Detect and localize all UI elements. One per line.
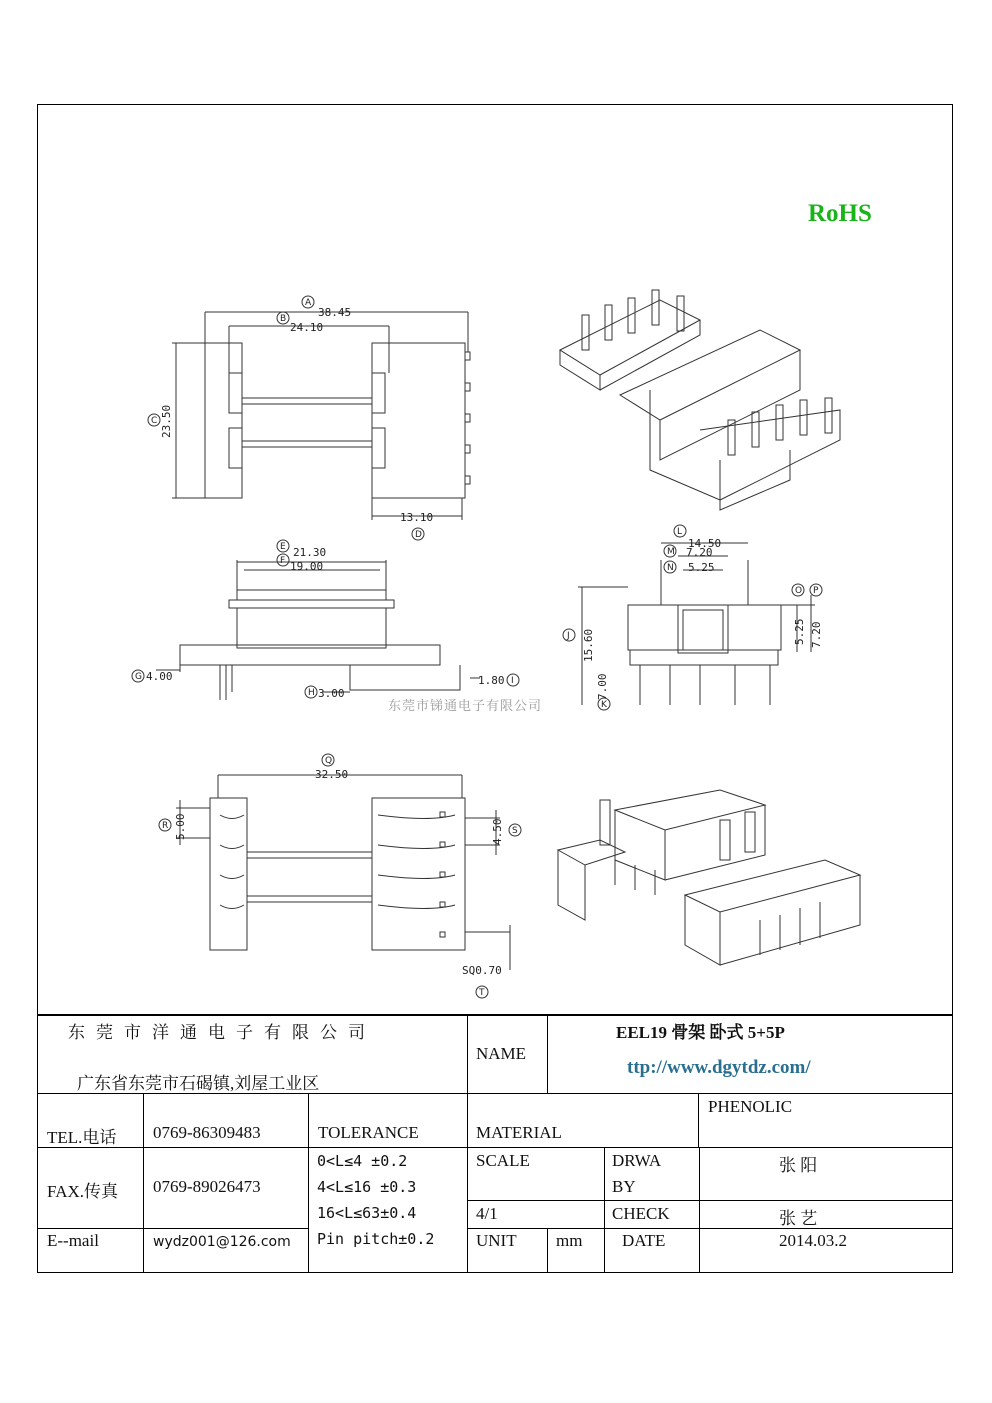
company-address: 广东省东莞市石碣镇,刘屋工业区 — [77, 1074, 320, 1093]
dim-m-letter: M — [667, 547, 675, 557]
tolerance-4: Pin pitch±0.2 — [317, 1230, 435, 1248]
dim-d-letter: D — [415, 530, 422, 540]
check-by: 张 艺 — [779, 1209, 818, 1228]
tb-v-698a — [698, 1093, 699, 1147]
dim-e-letter: E — [280, 542, 286, 552]
email-value: wydz001@126.com — [153, 1234, 291, 1250]
dim-r-letter: R — [162, 821, 169, 831]
isometric-view-bottom — [558, 790, 860, 965]
dim-g-value: 4.00 — [146, 670, 173, 683]
tb-v-308 — [308, 1093, 309, 1272]
tb-line-top — [37, 1014, 953, 1016]
scale-value: 4/1 — [476, 1204, 498, 1223]
dim-n-value: 5.25 — [688, 561, 715, 574]
material-value: PHENOLIC — [708, 1097, 793, 1116]
unit-value: mm — [556, 1231, 583, 1250]
dim-g-letter: G — [135, 672, 142, 682]
tel-value: 0769-86309483 — [153, 1123, 261, 1142]
dim-t-value: SQ0.70 — [462, 964, 502, 977]
side-view-middle — [132, 540, 519, 700]
check-label: CHECK — [612, 1204, 670, 1223]
rohs-mark: RoHS — [808, 200, 872, 227]
tb-v-143 — [143, 1093, 144, 1272]
dim-n-letter: N — [667, 563, 674, 573]
tolerance-3: 16<L≤63±0.4 — [317, 1204, 417, 1222]
material-label: MATERIAL — [476, 1123, 562, 1142]
dim-j-value: 15.60 — [582, 628, 595, 662]
dim-e-value: 21.30 — [293, 546, 327, 559]
watermark: 东莞市锑通电子有限公司 — [388, 699, 543, 714]
dim-o-value: 5.25 — [793, 618, 806, 645]
dim-q-letter: Q — [325, 756, 333, 766]
dim-j-letter: J — [567, 631, 570, 641]
tb-line-5b — [467, 1228, 953, 1229]
dim-k-value: 7.00 — [596, 673, 609, 700]
date-value: 2014.03.2 — [779, 1231, 847, 1250]
unit-label: UNIT — [476, 1231, 517, 1250]
dim-h-value: 3.00 — [318, 687, 345, 700]
dim-t-letter: T — [479, 988, 485, 998]
dim-p-letter: P — [813, 586, 819, 596]
dim-p-value: 7.20 — [810, 621, 823, 648]
dim-f-value: 19.00 — [290, 560, 324, 573]
dim-a-value: 38.45 — [318, 306, 352, 319]
tb-line-3 — [37, 1147, 953, 1148]
dim-r-value: 5.00 — [174, 813, 187, 840]
tb-v-547b — [547, 1228, 548, 1272]
fax-value: 0769-89026473 — [153, 1177, 261, 1196]
dim-d-value: 13.10 — [400, 511, 434, 524]
dim-f-letter: F — [280, 556, 286, 566]
dim-i-letter: I — [511, 676, 514, 686]
dim-i-value: 1.80 — [478, 674, 505, 687]
tb-v-699 — [699, 1147, 700, 1272]
dim-s-value: 4.50 — [491, 818, 504, 845]
tb-line-5a — [37, 1228, 308, 1229]
product-name: EEL19 骨架 卧式 5+5P — [616, 1023, 785, 1042]
dim-o-letter: O — [795, 586, 803, 596]
isometric-view-top — [560, 290, 840, 510]
tb-line-4 — [467, 1200, 953, 1201]
date-label: DATE — [622, 1231, 666, 1250]
dim-q-value: 32.50 — [315, 768, 349, 781]
dim-b-letter: B — [280, 314, 287, 324]
drawn-by: 张 阳 — [779, 1156, 818, 1175]
dim-c-value: 23.50 — [160, 404, 173, 438]
tolerance-2: 4<L≤16 ±0.3 — [317, 1178, 417, 1196]
dim-a-letter: A — [305, 298, 312, 308]
tb-v-547a — [547, 1014, 548, 1093]
tel-label: TEL.电话 — [47, 1128, 117, 1147]
drawn-label-2: BY — [612, 1177, 636, 1196]
dim-k-letter: K — [601, 700, 607, 710]
company-name: 东莞市洋通电子有限公司 — [68, 1023, 376, 1042]
bottom-view — [159, 754, 521, 998]
name-label: NAME — [476, 1044, 527, 1063]
tolerance-1: 0<L≤4 ±0.2 — [317, 1152, 408, 1170]
dim-s-letter: S — [512, 826, 518, 836]
scale-label: SCALE — [476, 1151, 530, 1170]
email-label: E--mail — [47, 1231, 99, 1250]
tb-v-604 — [604, 1147, 605, 1272]
dim-h-letter: H — [308, 688, 315, 698]
dim-l-value: 14.50 — [688, 537, 722, 550]
tb-v-467 — [467, 1014, 468, 1272]
dim-c-letter: C — [151, 416, 158, 426]
drawn-label-1: DRWA — [612, 1151, 662, 1170]
website-link[interactable]: ttp://www.dgytdz.com/ — [627, 1057, 811, 1078]
tolerance-label: TOLERANCE — [318, 1123, 419, 1142]
dim-m-value: 7.20 — [686, 546, 713, 559]
dim-l-letter: L — [677, 527, 683, 537]
fax-label: FAX.传真 — [47, 1182, 118, 1201]
dim-b-value: 24.10 — [290, 321, 324, 334]
